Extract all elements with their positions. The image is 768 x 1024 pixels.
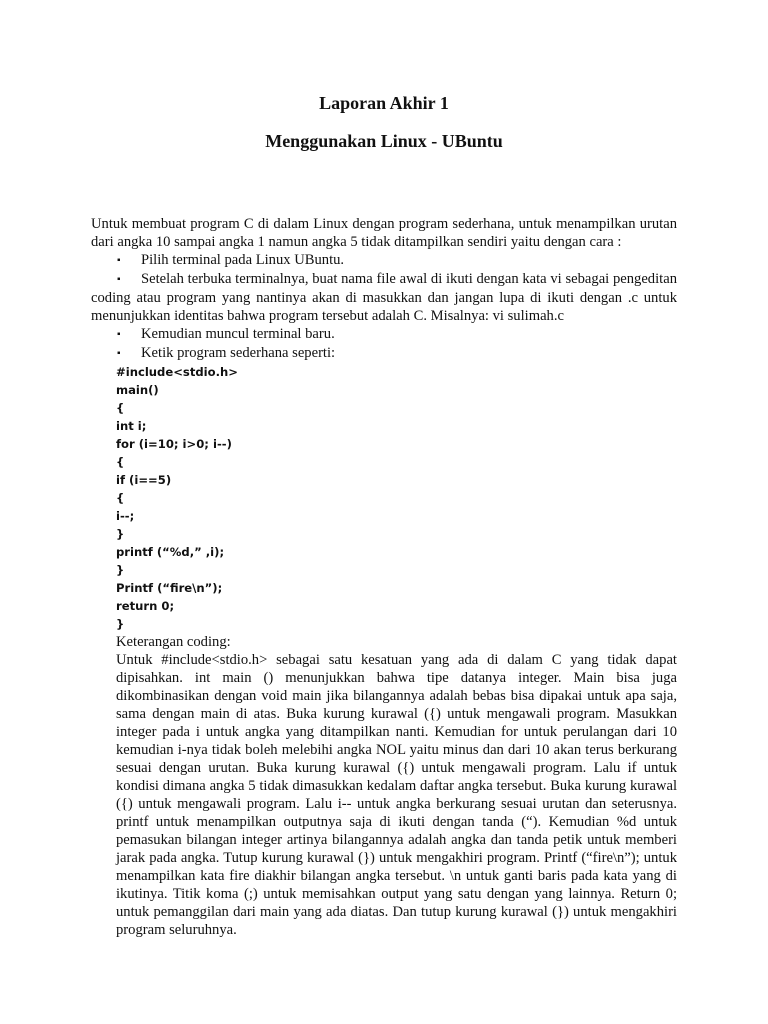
step-text: Setelah terbuka terminalnya, buat nama file awal di ikuti dengan kata vi sebagai pengeditan coding atau program yang nantinya akan di masukkan dan jangan lupa di ikuti dengan .c untuk menunjukkan identitas bahwa program tersebut adalah C. Misalnya: vi sulimah.c bbox=[91, 271, 677, 324]
step-text: Ketik program sederhana seperti: bbox=[141, 345, 336, 361]
step-text: Pilih terminal pada Linux UBuntu. bbox=[141, 252, 345, 268]
code-line: } bbox=[116, 563, 125, 577]
report-title: Laporan Akhir 1 bbox=[319, 93, 449, 113]
list-item bbox=[91, 270, 677, 325]
list-item bbox=[91, 251, 677, 270]
code-line: main() bbox=[116, 383, 159, 397]
code-line: int i; bbox=[116, 419, 147, 433]
code-line: for (i=10; i>0; i--) bbox=[116, 437, 232, 451]
code-line: i--; bbox=[116, 509, 135, 523]
code-line: } bbox=[116, 527, 125, 541]
steps-list bbox=[91, 251, 677, 363]
code-line: { bbox=[116, 491, 125, 505]
list-item bbox=[91, 344, 677, 363]
bullet-icon: ▪ bbox=[117, 274, 121, 285]
step-text: Kemudian muncul terminal baru. bbox=[141, 326, 335, 342]
code-line: return 0; bbox=[116, 599, 175, 613]
code-line: printf (“%d,” ,i); bbox=[116, 545, 225, 559]
intro-paragraph: Untuk membuat program C di dalam Linux dengan program sederhana, untuk menampilkan urutan dari angka 10 sampai angka 1 namun angka 5 tidak ditampilkan sendiri yaitu dengan cara : bbox=[91, 216, 677, 250]
document-body bbox=[91, 215, 677, 939]
code-line: { bbox=[116, 455, 125, 469]
explanation-heading: Keterangan coding: bbox=[116, 634, 231, 650]
bullet-icon: ▪ bbox=[117, 329, 121, 340]
report-subtitle: Menggunakan Linux - UBuntu bbox=[265, 131, 503, 151]
code-line: #include<stdio.h> bbox=[116, 365, 238, 379]
code-line: { bbox=[116, 401, 125, 415]
code-line: Printf (“fire\n”); bbox=[116, 581, 223, 595]
bullet-icon: ▪ bbox=[117, 255, 121, 266]
list-item bbox=[91, 325, 677, 344]
code-block bbox=[91, 363, 677, 633]
code-line: } bbox=[116, 617, 125, 631]
bullet-icon: ▪ bbox=[117, 348, 121, 359]
explanation-paragraph: Untuk #include<stdio.h> sebagai satu kesatuan yang ada di dalam C yang tidak dapat dipisahkan. int main () menunjukkan bahwa tipe datanya integer. Main bisa juga dikombinasikan dengan void main jika bilangannya adalah bebas bisa dipakai untuk apa saja, sama dengan main di atas. Buka kurung kurawal ({) untuk mengawali program. Masukkan integer pada i untuk angka yang ditampilkan nanti. Kemudian for untuk perulangan dari 10 kemudian i-nya tidak boleh melebihi angka NOL yaitu minus dan dari 10 akan terus berkurang sesuai dengan urutan. Buka kurung kurawal ({) untuk mengawali program. Lalu if untuk kondisi dimana angka 5 tidak dimasukkan kedalam daftar angka tersebut. Buka kurung kurawal ({) untuk mengawali program. Lalu i-- untuk angka berkurang sesuai urutan dan seterusnya. printf untuk menampilkan outputnya saja di ikuti dengan tanda (“). Kemudian %d untuk pemasukan bilangan integer artinya bilangannya adalah angka dan tanda petik untuk memberi jarak pada angka. Tutup kurung kurawal (}) untuk mengakhiri program. Printf (“fire\n”); untuk menampilkan kata fire diakhir bilangan angka tersebut. \n untuk ganti baris pada kata yang di ikutinya. Titik koma (;) untuk memisahkan output yang satu dengan yang lainnya. Return 0; untuk pemanggilan dari main yang ada diatas. Dan tutup kurung kurawal (}) untuk mengakhiri program seluruhnya. bbox=[116, 652, 677, 938]
code-line: if (i==5) bbox=[116, 473, 172, 487]
